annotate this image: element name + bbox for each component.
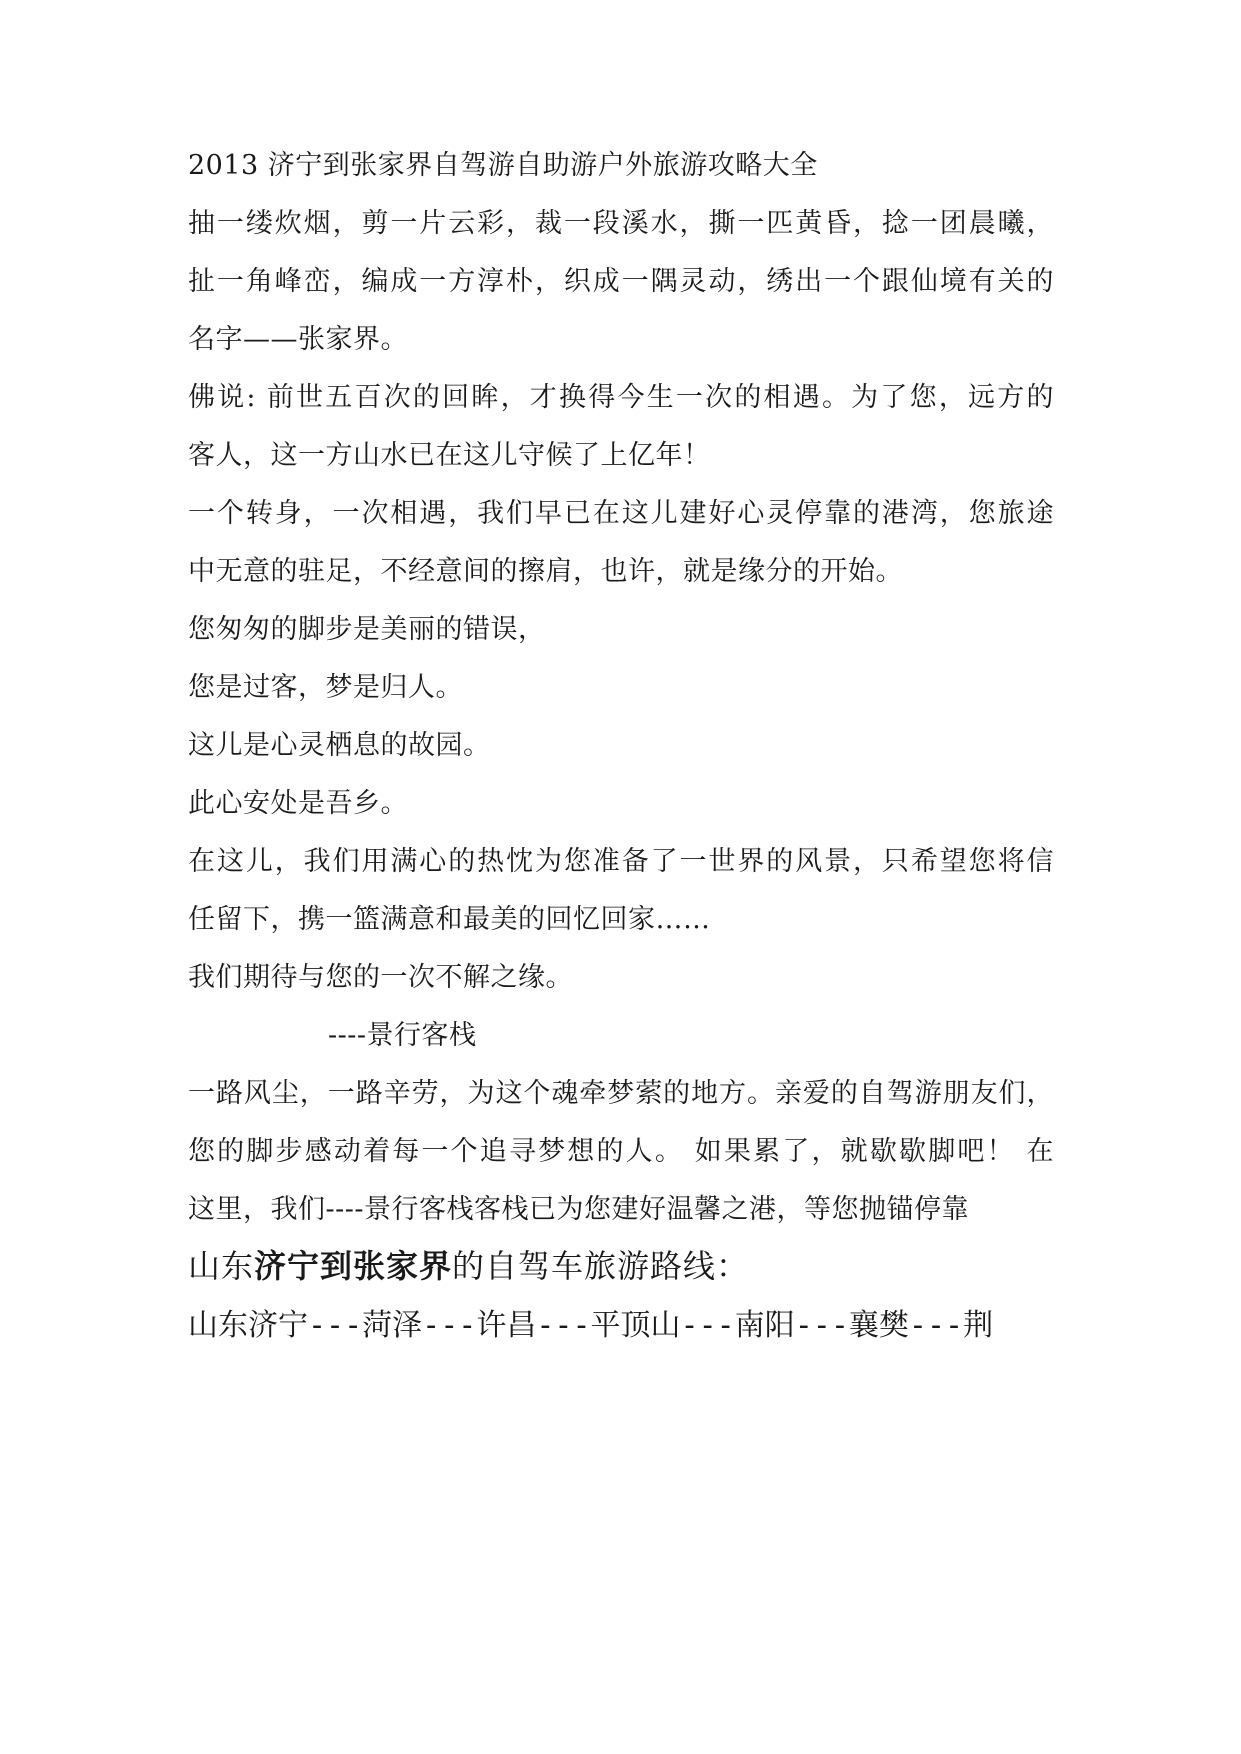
paragraph-line: 任留下，携一篮满意和最美的回忆回家……: [188, 904, 711, 935]
paragraph-line: 中无意的驻足，不经意间的擦肩，也许，就是缘分的开始。: [188, 556, 903, 587]
paragraph-line: 名字——张家界。: [188, 324, 408, 355]
paragraph-line: 佛说: 前世五百次的回眸，才换得今生一次的相遇。为了您，远方的: [188, 382, 1054, 413]
paragraph-line: 您是过客，梦是归人。: [188, 672, 463, 703]
closing-line: 一路风尘，一路辛劳，为这个魂牵梦萦的地方。亲爱的自驾游朋友们，: [188, 1078, 1054, 1109]
paragraph-line: 客人，这一方山水已在这儿守候了上亿年！: [188, 440, 711, 471]
paragraph-line: 抽一缕炊烟，剪一片云彩，裁一段溪水，撕一匹黄昏，捻一团晨曦，: [188, 208, 1054, 239]
document-title: 2013 济宁到张家界自驾游自助游户外旅游攻略大全: [188, 150, 818, 181]
paragraph-line: 一个转身，一次相遇，我们早已在这儿建好心灵停靠的港湾，您旅途: [188, 498, 1054, 529]
route-heading-prefix: 山东: [188, 1247, 255, 1285]
route-heading-bold: 济宁到张家界: [254, 1247, 453, 1285]
paragraph-line: 扯一角峰峦，编成一方淳朴，织成一隅灵动，绣出一个跟仙境有关的: [188, 266, 1054, 297]
closing-line: 这里，我们----景行客栈客栈已为您建好温馨之港，等您抛锚停靠: [188, 1194, 969, 1225]
route-heading-suffix: 的自驾车旅游路线：: [452, 1247, 750, 1285]
paragraph-line: 您匆匆的脚步是美丽的错误，: [188, 614, 546, 645]
closing-line: 您的脚步感动着每一个追寻梦想的人。 如果累了，就歇歇脚吧！ 在: [188, 1136, 1054, 1167]
paragraph-line: 此心安处是吾乡。: [188, 788, 408, 819]
route-heading: [188, 1246, 749, 1286]
document-page: [188, 0, 1068, 1754]
signature: ----景行客栈: [328, 1020, 477, 1051]
paragraph-line: 我们期待与您的一次不解之缘。: [188, 962, 573, 993]
paragraph-line: 这儿是心灵栖息的故园。: [188, 730, 491, 761]
route-line: 山东济宁---菏泽---许昌---平顶山---南阳---襄樊---荆: [188, 1308, 994, 1343]
paragraph-line: 在这儿，我们用满心的热忱为您准备了一世界的风景，只希望您将信: [188, 846, 1054, 877]
